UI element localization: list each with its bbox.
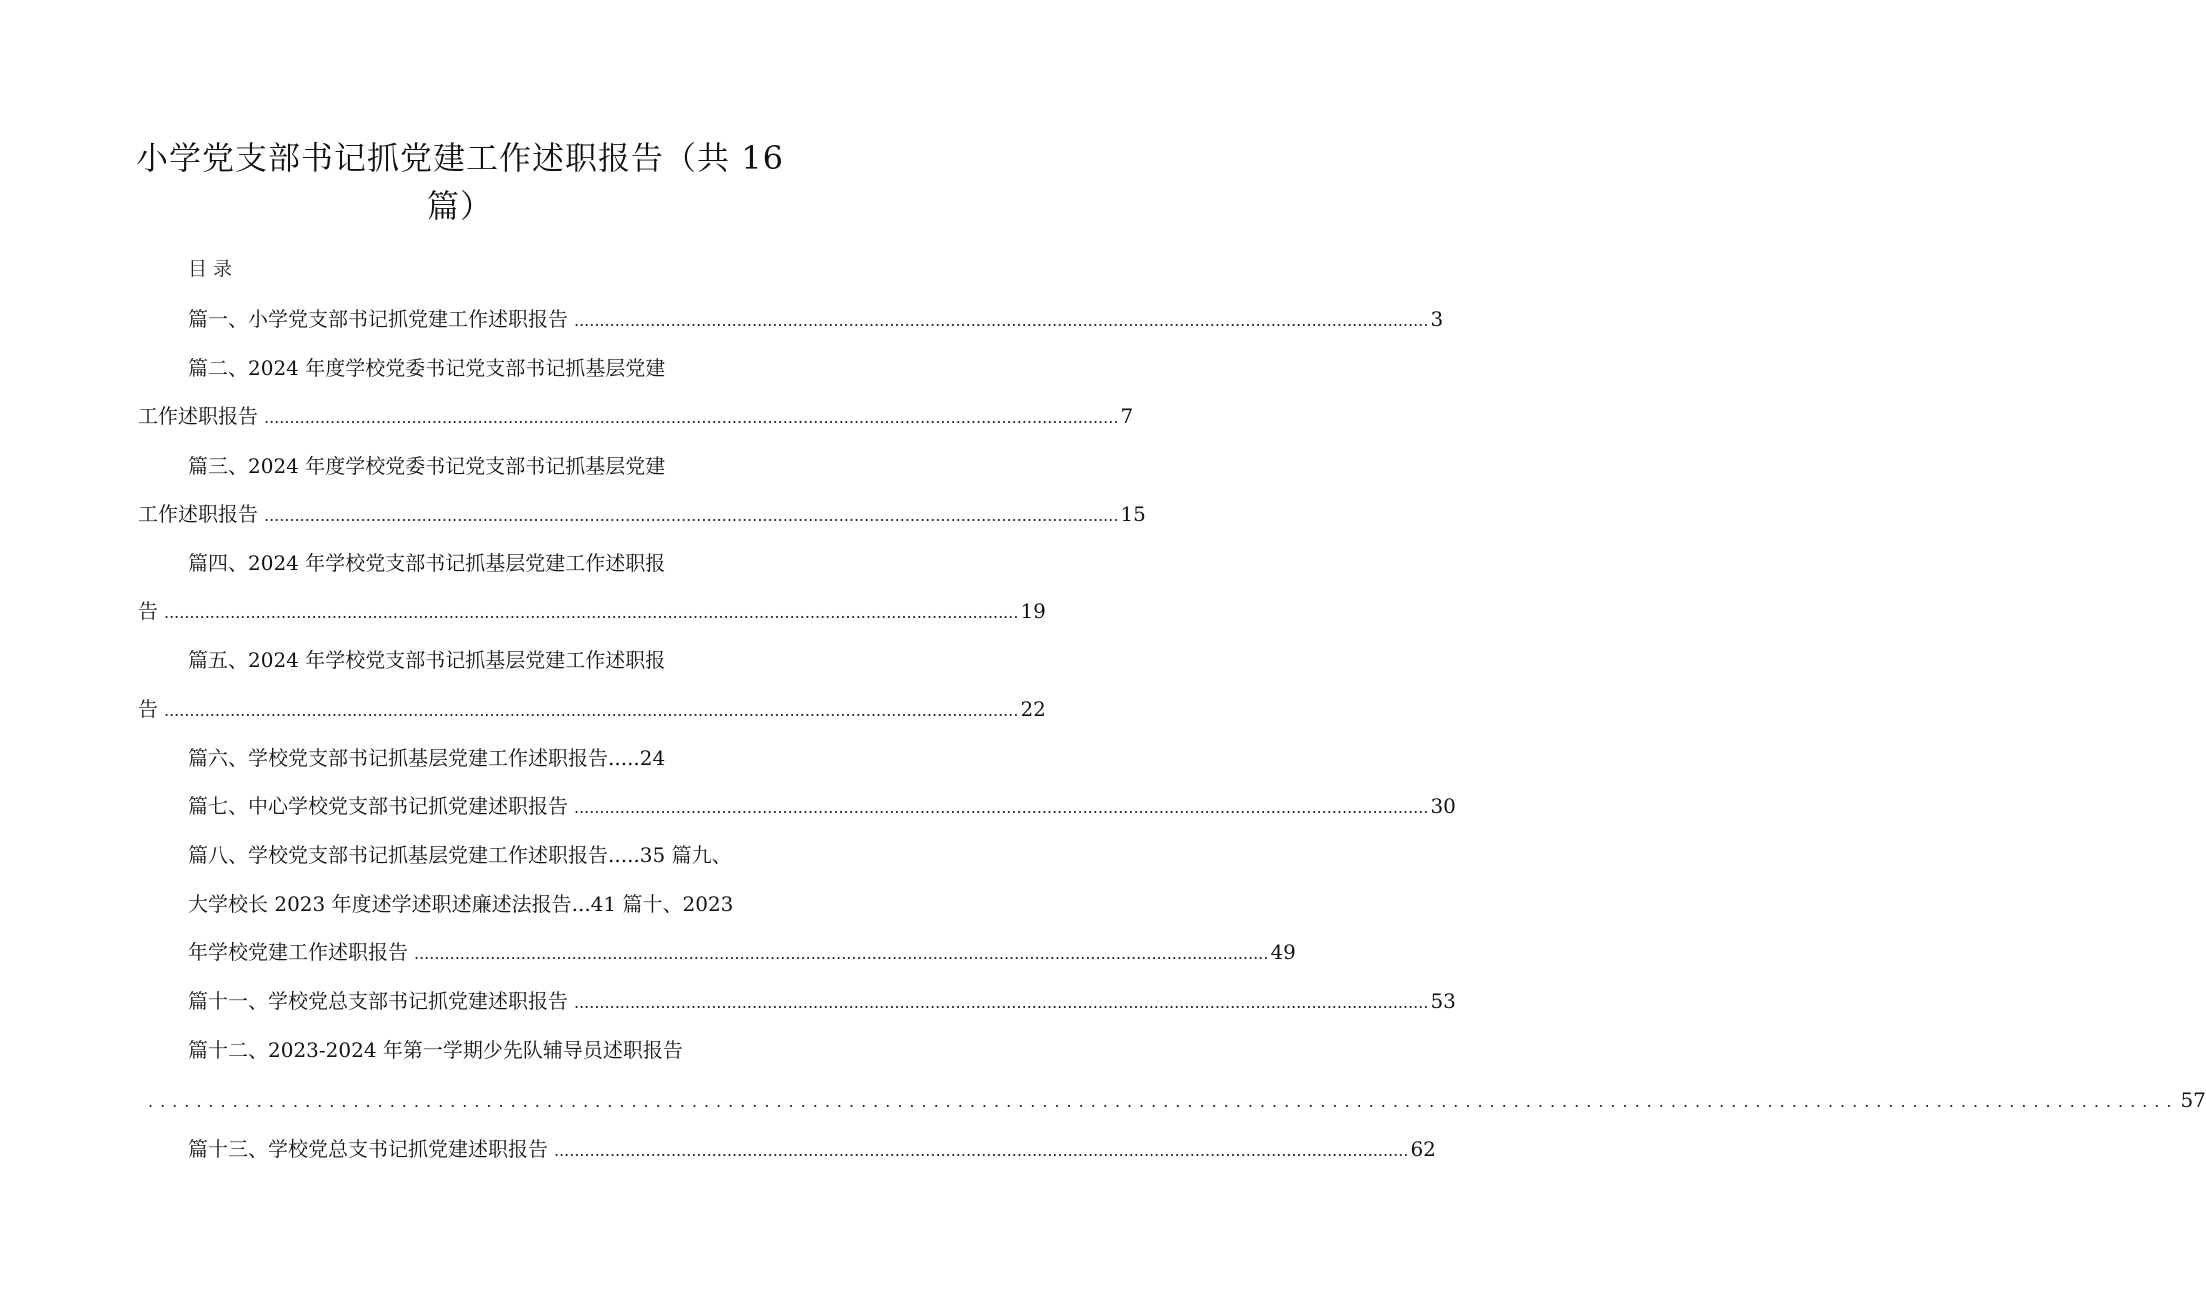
toc-entry-title: 年学校党建工作述职报告 [188, 940, 408, 964]
toc-entry-3[interactable] [138, 499, 1146, 531]
toc-entry-10[interactable] [188, 937, 1296, 969]
toc-entry-4-line1[interactable]: 篇四、2024 年学校党支部书记抓基层党建工作述职报 [188, 551, 666, 575]
toc-page-number: 7 [1120, 404, 1134, 428]
toc-leader: ........................................................................................................................................................................ [164, 603, 1019, 622]
toc-page-number: 30 [1430, 794, 1456, 818]
toc-leader: ........................................................................................................................................................................ [264, 408, 1119, 427]
toc-page-number: 49 [1270, 940, 1296, 964]
toc-entry-12-line1[interactable]: 篇十二、2023-2024 年第一学期少先队辅导员述职报告 [188, 1038, 683, 1062]
toc-heading: 目录 [188, 258, 239, 280]
toc-entry-title: 告 [138, 697, 158, 721]
toc-entry-3-line1[interactable]: 篇三、2024 年度学校党委书记党支部书记抓基层党建 [188, 454, 666, 478]
toc-page-number: 3 [1430, 307, 1444, 331]
toc-entry-12[interactable] [146, 1085, 2206, 1117]
toc-entry-9-line[interactable]: 大学校长 2023 年度述学述职述廉述法报告...41 篇十、2023 [188, 892, 734, 916]
toc-leader: ........................................................................................................................................................................ [574, 798, 1429, 817]
toc-leader: ........................................................................................................................................................................ [148, 1092, 2179, 1111]
toc-page-number: 57 [2180, 1088, 2206, 1112]
toc-page-number: 19 [1020, 599, 1046, 623]
toc-entry-title: 篇七、中心学校党支部书记抓党建述职报告 [188, 794, 568, 818]
toc-leader: ........................................................................................................................................................................ [574, 311, 1429, 330]
toc-page-number: 15 [1120, 502, 1146, 526]
toc-leader: ........................................................................................................................................................................ [554, 1141, 1409, 1160]
toc-entry-5-line1[interactable]: 篇五、2024 年学校党支部书记抓基层党建工作述职报 [188, 648, 666, 672]
toc-entry-title: 工作述职报告 [138, 404, 258, 428]
toc-entry-title: 工作述职报告 [138, 502, 258, 526]
toc-entry-title: 篇一、小学党支部书记抓党建工作述职报告 [188, 307, 568, 331]
toc-leader: ........................................................................................................................................................................ [574, 993, 1429, 1012]
toc-page-number: 62 [1410, 1137, 1436, 1161]
toc-entry-1[interactable] [188, 304, 1444, 336]
toc-leader: ........................................................................................................................................................................ [264, 506, 1119, 525]
toc-entry-title: 篇十一、学校党总支部书记抓党建述职报告 [188, 989, 568, 1013]
toc-entry-5[interactable] [138, 694, 1046, 726]
toc-entry-6[interactable]: 篇六、学校党支部书记抓基层党建工作述职报告.....24 [188, 746, 666, 770]
toc-entry-title: 篇十三、学校党总支书记抓党建述职报告 [188, 1137, 548, 1161]
document-title-continued: 篇） [426, 187, 493, 225]
toc-leader: ........................................................................................................................................................................ [164, 701, 1019, 720]
toc-entry-2[interactable] [138, 401, 1134, 433]
toc-entry-11[interactable] [188, 986, 1456, 1018]
toc-page-number: 53 [1430, 989, 1456, 1013]
toc-entry-4[interactable] [138, 596, 1046, 628]
toc-entry-7[interactable] [188, 791, 1456, 823]
toc-page-number: 22 [1020, 697, 1046, 721]
toc-entry-2-line1[interactable]: 篇二、2024 年度学校党委书记党支部书记抓基层党建 [188, 356, 666, 380]
toc-entry-title: 告 [138, 599, 158, 623]
toc-entry-13[interactable] [188, 1134, 1436, 1166]
toc-entry-8-line1[interactable]: 篇八、学校党支部书记抓基层党建工作述职报告.....35 篇九、 [188, 843, 732, 867]
toc-leader: ........................................................................................................................................................................ [414, 944, 1269, 963]
document-title: 小学党支部书记抓党建工作述职报告（共 16 [136, 139, 784, 177]
